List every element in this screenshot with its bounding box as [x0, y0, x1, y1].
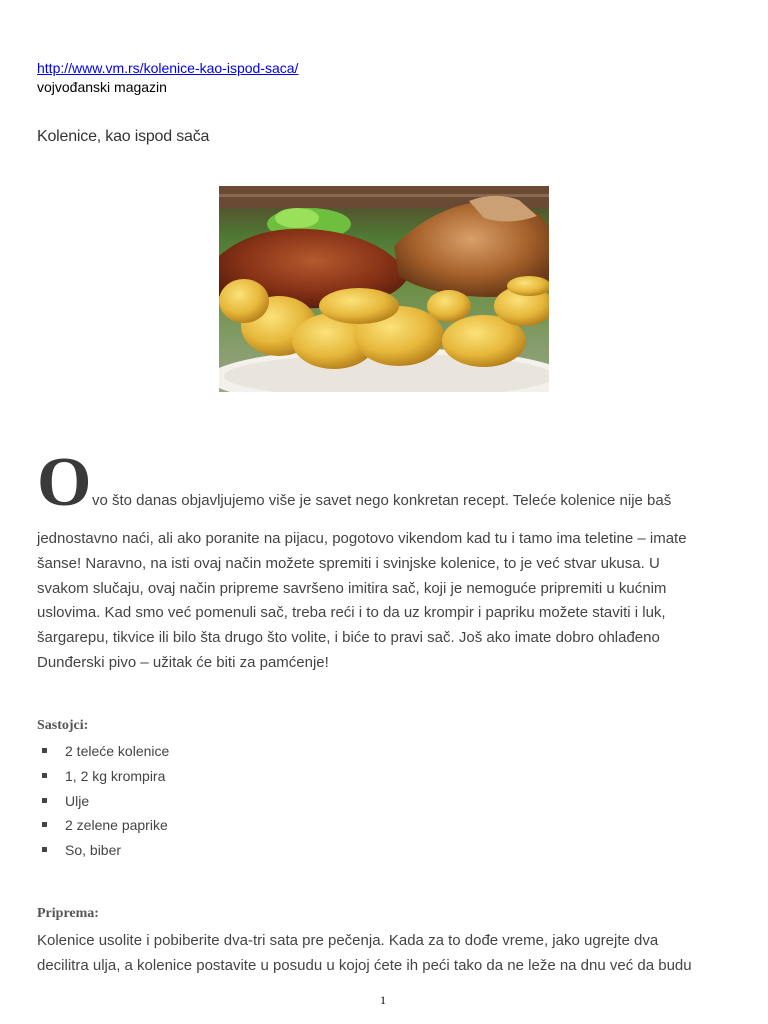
preparation-heading: Priprema: [37, 906, 99, 921]
ingredient-text: Ulje [65, 792, 90, 809]
bullet-icon [42, 822, 47, 827]
list-item [37, 792, 169, 817]
list-item [37, 742, 169, 767]
preparation-line: Kolenice usolite i pobiberite dva-tri sata pre pečenja. Kada za to dođe vreme, jako ugrejte dva [37, 932, 659, 949]
ingredient-text: 1, 2 kg krompira [65, 767, 166, 784]
intro-first-line: vo što danas objavljujemo više je savet nego konkretan recept. Teleće kolenice nije baš [92, 492, 672, 509]
list-item [37, 841, 169, 866]
source-link[interactable]: http://www.vm.rs/kolenice-kao-ispod-saca/ [37, 60, 299, 76]
ingredient-text: 2 teleće kolenice [65, 743, 170, 759]
drop-cap: O [37, 444, 92, 521]
bullet-icon [42, 773, 47, 778]
ingredient-text: 2 zelene paprike [65, 817, 168, 834]
preparation-paragraph [37, 929, 737, 979]
recipe-photo [219, 186, 549, 392]
intro-line: jednostavno naći, ali ako poranite na pijacu, pogotovo vikendom kad tu i tamo ima teletine – imate [37, 530, 687, 547]
bullet-icon [42, 798, 47, 803]
intro-line: uslovima. Kad smo već pomenuli sač, treba reći i to da uz krompir i papriku možete staviti i luk, [37, 604, 666, 622]
page-number: 1 [380, 993, 386, 1007]
ingredient-text: So, biber [65, 842, 122, 859]
list-item [37, 767, 169, 792]
intro-line: Dunđerski pivo – užitak će biti za pamćenje! [37, 653, 329, 671]
intro-paragraph [37, 527, 737, 676]
list-item [37, 816, 169, 841]
article-title: Kolenice, kao ispod sača [37, 128, 210, 145]
source-name: vojvođanski magazin [37, 79, 167, 95]
intro-line: šanse! Naravno, na isti ovaj način možete spremiti i svinjske kolenice, to je već stvar ukusa. U [37, 554, 660, 572]
preparation-line: decilitra ulja, a kolenice postavite u posudu u kojoj ćete ih peći tako da ne leže na dnu već da budu [37, 956, 692, 974]
intro-line: šargarepu, tikvice ili bilo šta drugo što volite, i biće to pravi sač. Još ako imate dobro ohlađeno [37, 629, 660, 647]
ingredients-heading: Sastojci: [37, 718, 89, 733]
intro-line: svakom slučaju, ovaj način pripreme savršeno imitira sač, koji je nemoguće pripremiti u kućnim [37, 579, 667, 597]
bullet-icon [42, 847, 47, 852]
bullet-icon [42, 748, 47, 753]
ingredients-list [37, 742, 169, 866]
